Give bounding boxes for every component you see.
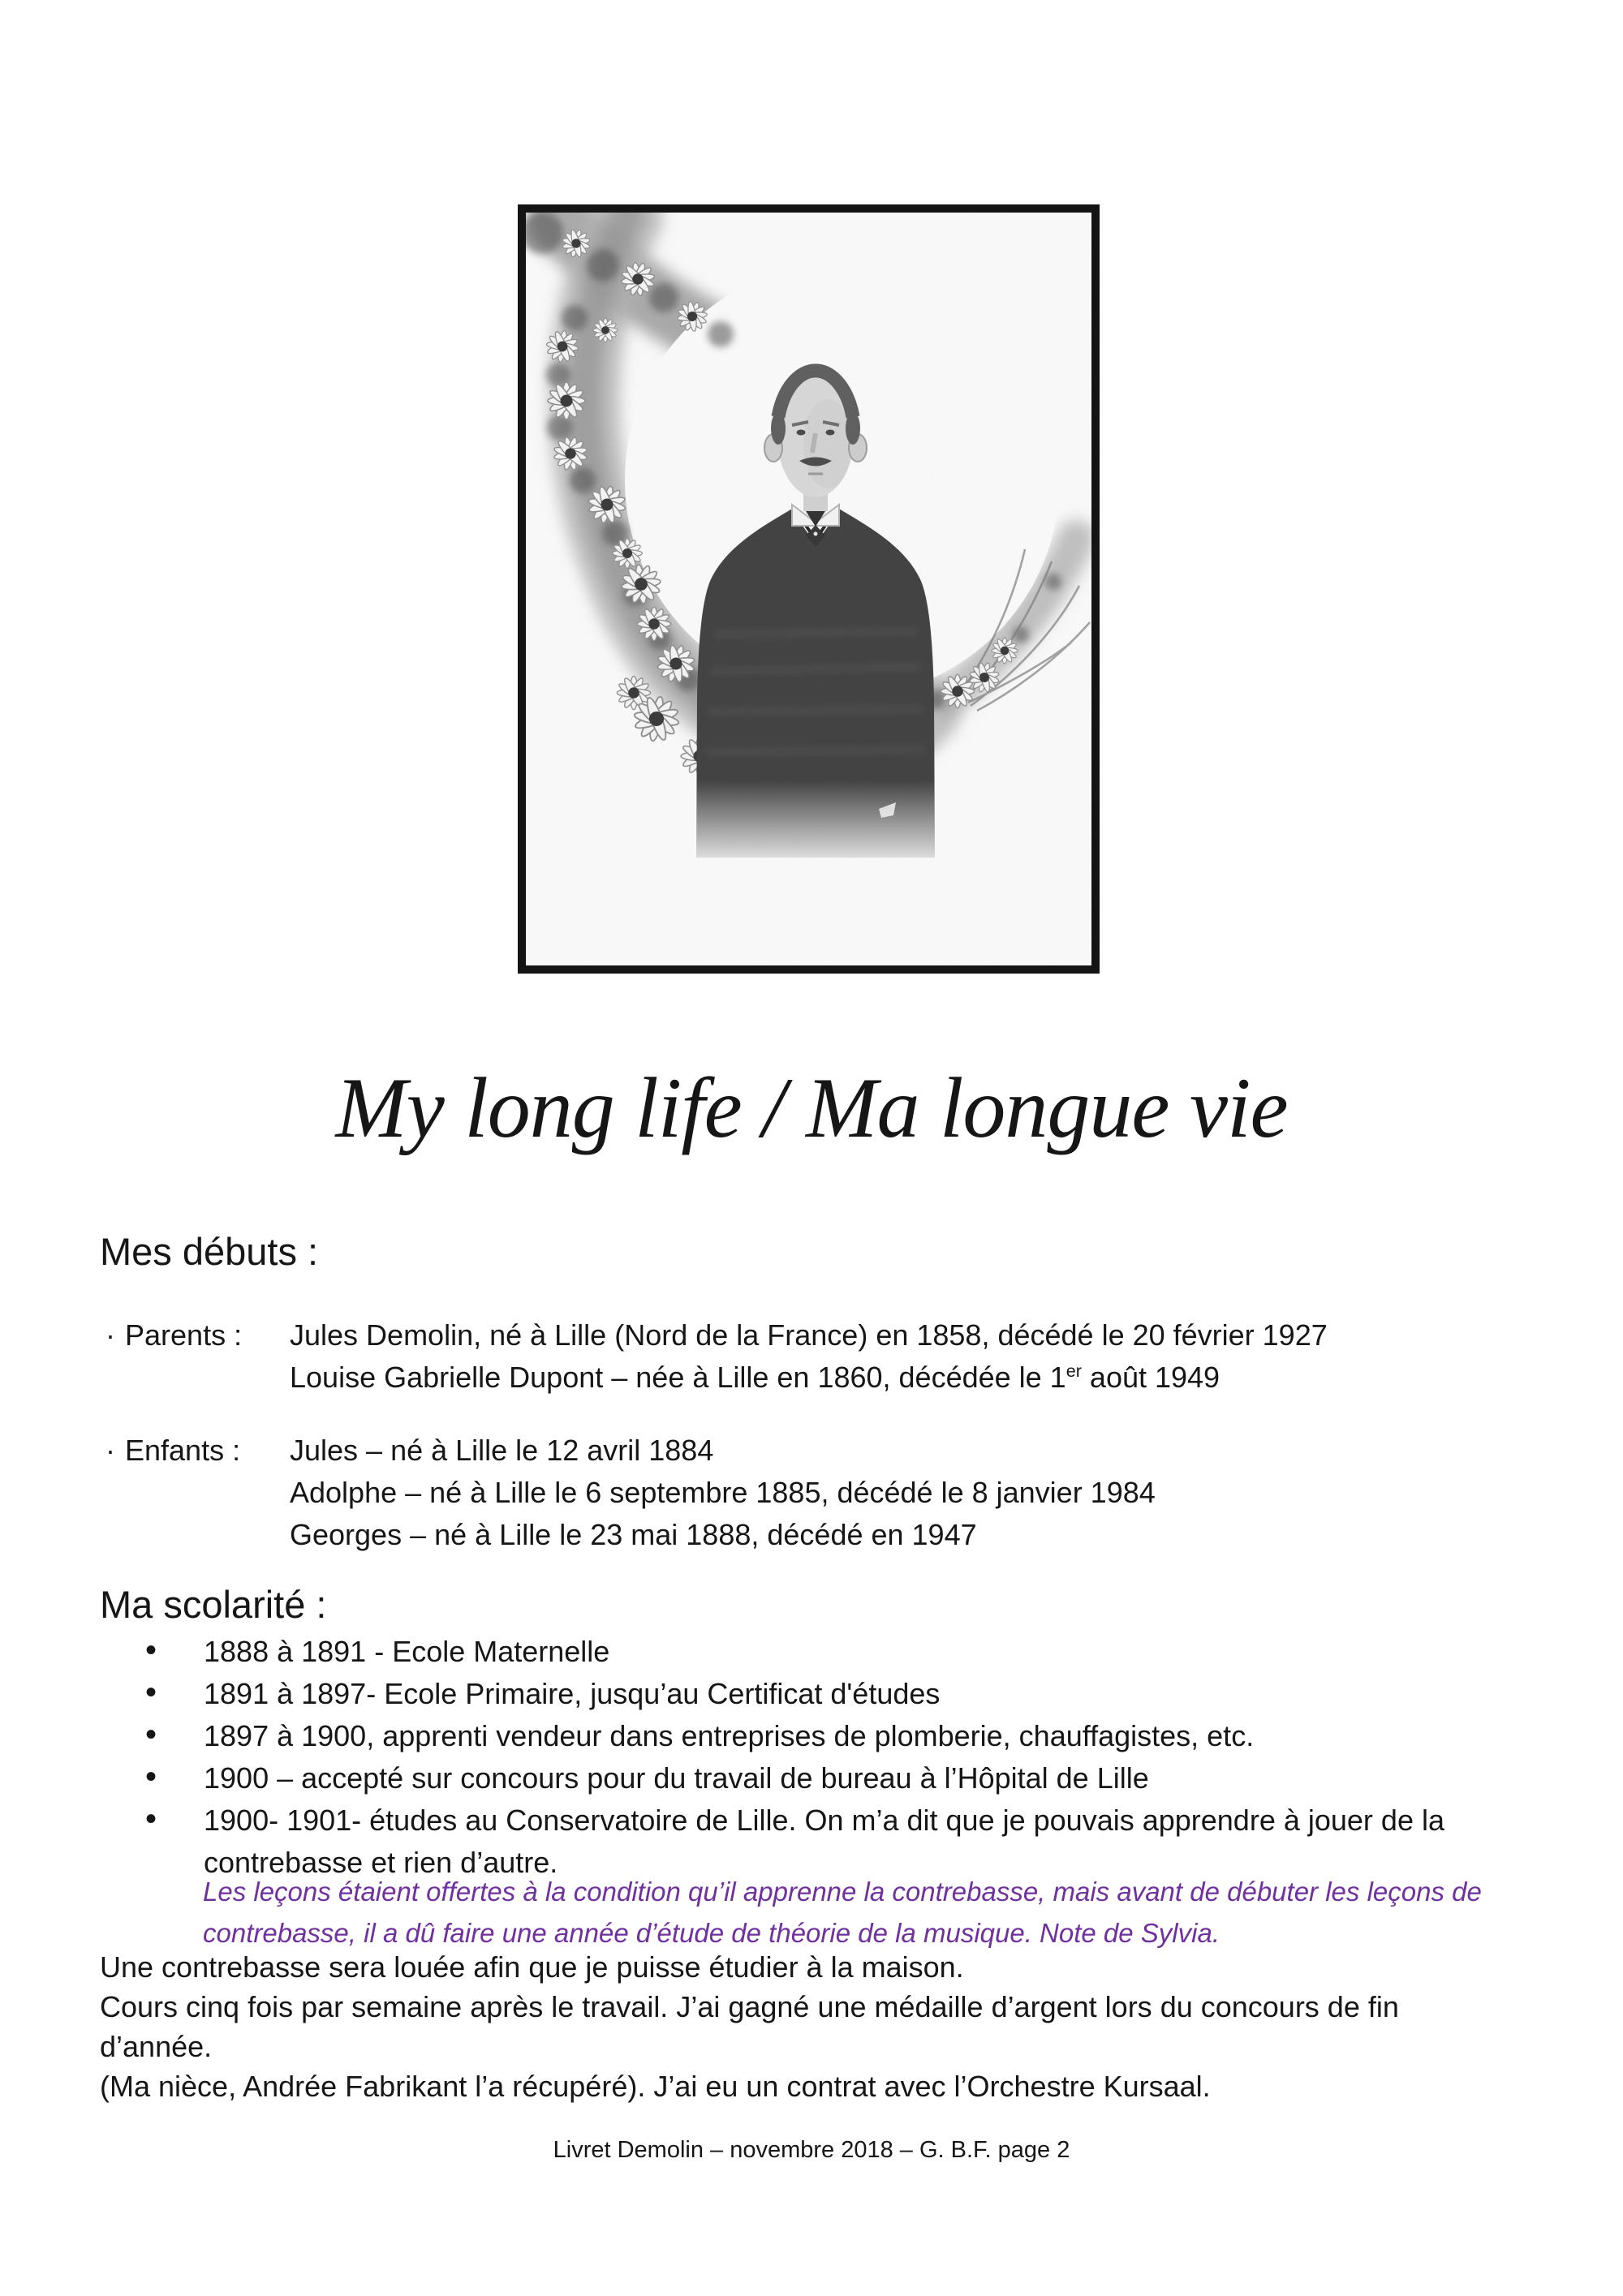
list-item-text: 1900 – accepté sur concours pour du travail de bureau à l’Hôpital de Lille <box>204 1761 1149 1795</box>
photo-grain <box>526 213 1091 965</box>
closing-line-4: (Ma nièce, Andrée Fabrikant l’a récupéré). J’ai eu un contrat avec l’Orchestre Kursaal. <box>100 2070 1211 2103</box>
parents-label <box>105 1314 290 1399</box>
parents-line-2-pre: Louise Gabrielle Dupont – née à Lille en 1860, décédée le 1 <box>290 1361 1066 1394</box>
middot-bullet: · <box>105 1318 115 1352</box>
closing-line-1: Une contrebasse sera louée afin que je puisse étudier à la maison. <box>100 1950 964 1984</box>
parents-line-2 <box>290 1357 1566 1399</box>
list-item <box>100 1673 1561 1715</box>
bullet-icon: • <box>145 1717 157 1752</box>
enfants-label <box>105 1430 290 1556</box>
parents-label-text: Parents : <box>125 1318 243 1352</box>
enfants-label-text: Enfants : <box>125 1434 241 1467</box>
list-item <box>100 1757 1561 1799</box>
list-item <box>100 1715 1561 1757</box>
enfants-body <box>290 1430 1566 1556</box>
list-item-text: 1900- 1901- études au Conservatoire de Lille. On m’a dit que je pouvais apprendre à jouer de la contrebasse et rien d’autre. <box>204 1804 1444 1879</box>
portrait-photo-frame <box>518 204 1100 974</box>
enfants-line-2: Adolphe – né à Lille le 6 septembre 1885, décédé le 8 janvier 1984 <box>290 1476 1156 1509</box>
parents-line-2-post: août 1949 <box>1081 1361 1220 1394</box>
enfants-line-3: Georges – né à Lille le 23 mai 1888, décédé en 1947 <box>290 1518 977 1551</box>
section-heading-scolarite: Ma scolarité : <box>100 1583 327 1626</box>
bullet-icon: • <box>145 1632 157 1668</box>
parents-line-1: Jules Demolin, né à Lille (Nord de la France) en 1858, décédé le 20 février 1927 <box>290 1318 1328 1352</box>
sylvia-note <box>203 1871 1619 1954</box>
closing-line-2: Cours cinq fois par semaine après le travail. J’ai gagné une médaille d’argent lors du concours de fin <box>100 1990 1399 2023</box>
sylvia-note-line-2: contrebasse, il a dû faire une année d’étude de théorie de la musique. Note de Sylvia. <box>203 1918 1220 1948</box>
enfants-entry <box>105 1430 1566 1556</box>
middot-bullet: · <box>105 1434 115 1467</box>
list-item-text: 1897 à 1900, apprenti vendeur dans entreprises de plomberie, chauffagistes, etc. <box>204 1719 1255 1752</box>
portrait-photo <box>526 213 1091 965</box>
page-title: My long life / Ma longue vie <box>335 1060 1288 1155</box>
sylvia-note-line-1: Les leçons étaient offertes à la condition qu’il apprenne la contrebasse, mais avant de débuter les leçons de <box>203 1877 1482 1907</box>
parents-body <box>290 1314 1566 1399</box>
closing-line-3: d’année. <box>100 2030 213 2063</box>
school-bullet-list <box>100 1631 1561 1884</box>
bullet-icon: • <box>145 1759 157 1795</box>
list-item <box>100 1631 1561 1673</box>
page-footer: Livret Demolin – novembre 2018 – G. B.F. page 2 <box>553 2137 1070 2163</box>
list-item-text: 1891 à 1897- Ecole Primaire, jusqu’au Certificat d'études <box>204 1677 941 1710</box>
list-item-text: 1888 à 1891 - Ecole Maternelle <box>204 1635 610 1668</box>
parents-entry <box>105 1314 1566 1399</box>
closing-paragraph <box>100 1947 1609 2106</box>
section-heading-debuts: Mes débuts : <box>100 1230 319 1273</box>
enfants-line-1: Jules – né à Lille le 12 avril 1884 <box>290 1434 714 1467</box>
bullet-icon: • <box>145 1675 157 1710</box>
ordinal-superscript: er <box>1065 1361 1082 1381</box>
bullet-icon: • <box>145 1801 157 1837</box>
